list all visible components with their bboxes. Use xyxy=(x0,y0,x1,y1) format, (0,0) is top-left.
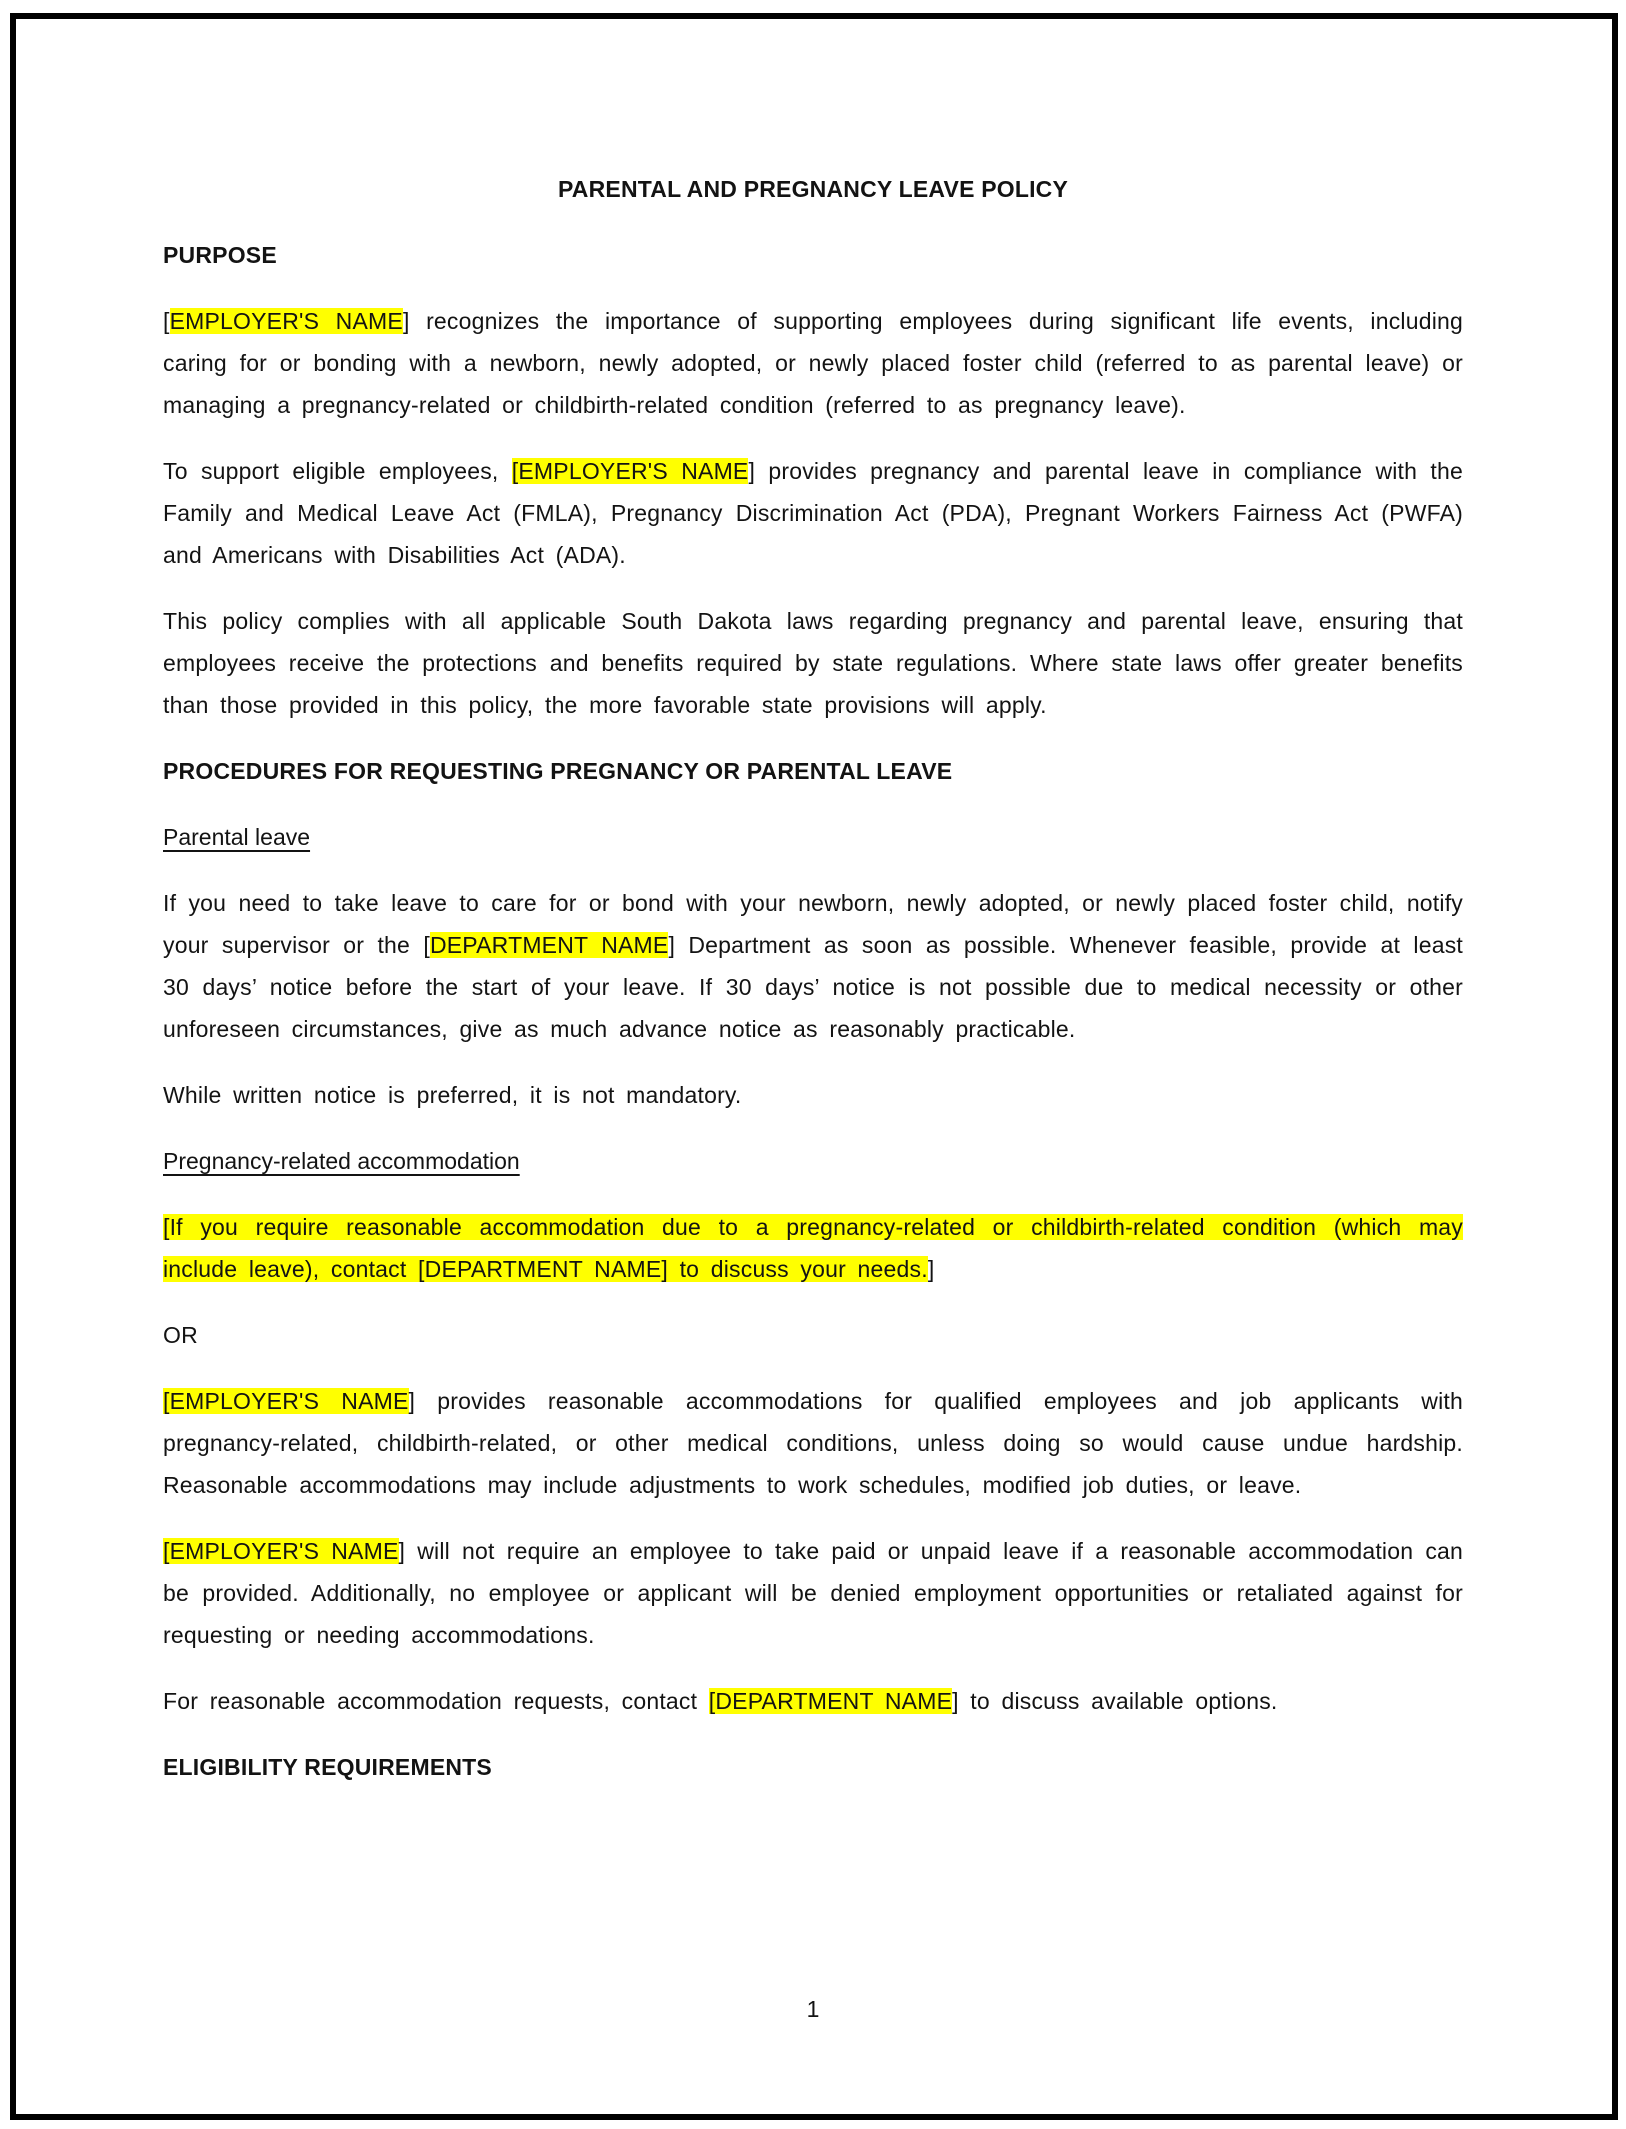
text-run: ] provides pregnancy and parental leave in compliance with the Family and Medical Leave Act (FMLA), Pregnancy Discrimination Act (PDA), Pregnant Workers Fairness Act (PWFA) and Americans with Disabilities Act (ADA). xyxy=(163,458,1464,568)
text-run: If you need to take leave to care for or bond with your newborn, newly adopted, or newly placed foster child, notify your supervisor or the [ xyxy=(163,890,1463,958)
text-run: PROCEDURES FOR REQUESTING PREGNANCY OR PARENTAL LEAVE xyxy=(163,758,953,784)
page-number: 1 xyxy=(806,1996,820,2022)
section-heading xyxy=(163,234,1463,276)
document-content xyxy=(163,168,1463,1812)
paragraph xyxy=(163,1314,1463,1356)
paragraph xyxy=(163,600,1463,726)
paragraph xyxy=(163,1530,1463,1656)
paragraph xyxy=(163,1206,1463,1290)
paragraph xyxy=(163,882,1463,1050)
highlighted-placeholder: [If you require reasonable accommodation due to a pregnancy-related or childbirth-related condition (which may include leave), contact [DEPARTMENT NAME] to discuss your needs. xyxy=(163,1214,1463,1282)
section-heading xyxy=(163,1746,1463,1788)
highlighted-placeholder: EMPLOYER'S NAME xyxy=(169,308,403,334)
text-run: ELIGIBILITY REQUIREMENTS xyxy=(163,1754,492,1780)
text-run: ] to discuss available options. xyxy=(952,1688,1278,1714)
text-run: Parental leave xyxy=(163,824,311,850)
paragraph xyxy=(163,450,1463,576)
text-run: ] recognizes the importance of supporting employees during significant life events, including caring for or bonding with a newborn, newly adopted, or newly placed foster child (referred to as parental leave) or managing a pregnancy-related or childbirth-related condition (referred to as pregnancy leave). xyxy=(163,308,1463,418)
text-run: For reasonable accommodation requests, contact xyxy=(163,1688,709,1714)
text-run: To support eligible employees, xyxy=(163,458,512,484)
highlighted-placeholder: DEPARTMENT NAME xyxy=(429,932,669,958)
text-run: ] will not require an employee to take paid or unpaid leave if a reasonable accommodation can be provided. Additionally, no employee or applicant will be denied employment opportunities or retaliated against for requesting or needing accommodations. xyxy=(163,1538,1463,1648)
highlighted-placeholder: [EMPLOYER'S NAME xyxy=(163,1538,399,1564)
paragraph xyxy=(163,1680,1463,1722)
document-title: PARENTAL AND PREGNANCY LEAVE POLICY xyxy=(557,176,1069,202)
paragraph xyxy=(163,300,1463,426)
text-run: ] xyxy=(927,1256,935,1282)
highlighted-placeholder: [EMPLOYER'S NAME xyxy=(163,1388,409,1414)
text-run: This policy complies with all applicable South Dakota laws regarding pregnancy and parental leave, ensuring that employees receive the protections and benefits required by state regulations. Where state laws offer greater benefits than those provided in this policy, the more favorable state provisions will apply. xyxy=(163,608,1463,718)
text-run: ] Department as soon as possible. Whenever feasible, provide at least 30 days’ notice before the start of your leave. If 30 days’ notice is not possible due to medical necessity or other unforeseen circumstances, give as much advance notice as reasonably practicable. xyxy=(163,932,1463,1042)
highlighted-placeholder: [DEPARTMENT NAME xyxy=(708,1688,953,1714)
paragraph xyxy=(163,1074,1463,1116)
sub-heading xyxy=(163,1140,1463,1182)
text-run: OR xyxy=(163,1322,198,1348)
text-run: ] provides reasonable accommodations for qualified employees and job applicants with pregnancy-related, childbirth-related, or other medical conditions, unless doing so would cause undue hardship. Reasonable accommodations may include adjustments to work schedules, modified job duties, or leave. xyxy=(163,1388,1463,1498)
text-run: Pregnancy-related accommodation xyxy=(163,1148,520,1174)
text-run: PURPOSE xyxy=(163,242,277,268)
text-run: [ xyxy=(163,308,170,334)
sub-heading xyxy=(163,816,1463,858)
text-run: While written notice is preferred, it is not mandatory. xyxy=(163,1082,742,1108)
highlighted-placeholder: [EMPLOYER'S NAME xyxy=(511,458,749,484)
section-heading xyxy=(163,750,1463,792)
document-blocks xyxy=(163,234,1463,1788)
paragraph xyxy=(163,1380,1463,1506)
